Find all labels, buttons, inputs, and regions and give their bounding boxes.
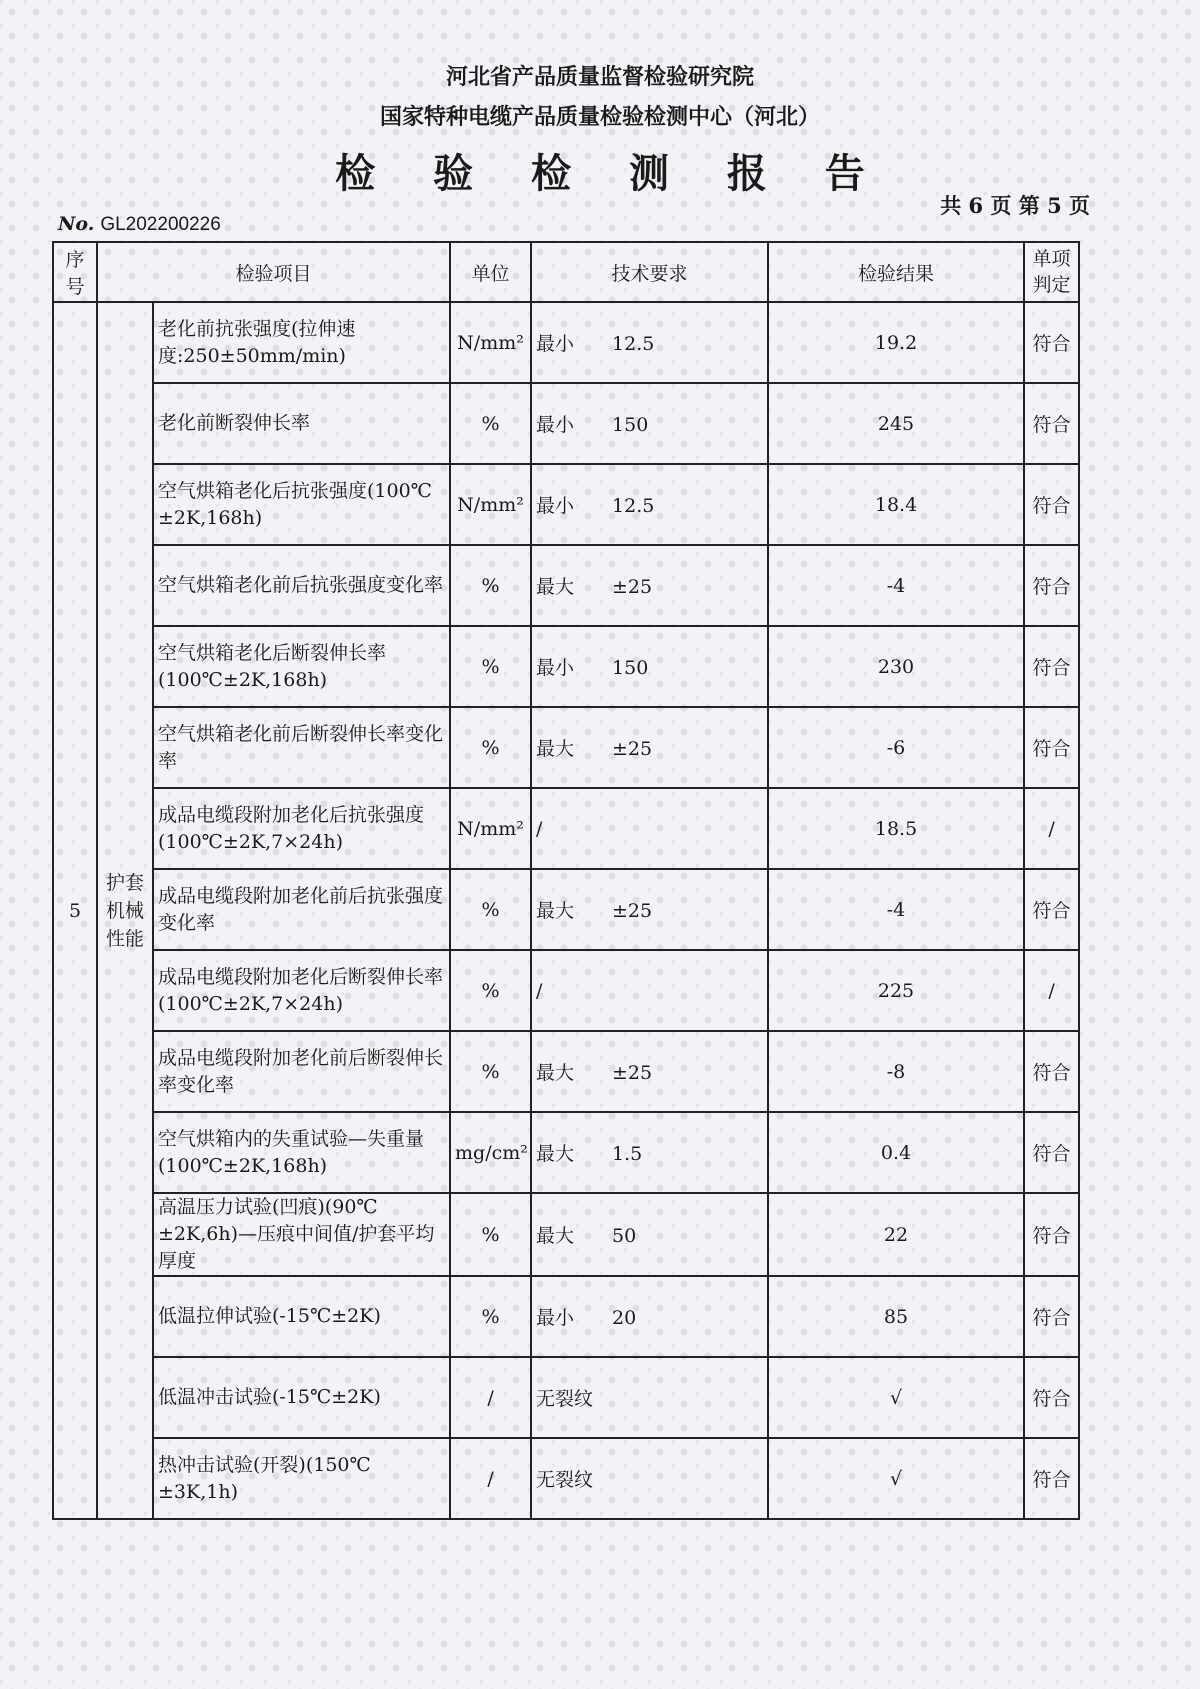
unit: %: [450, 1276, 531, 1357]
result: √: [768, 1357, 1024, 1438]
table-body: [53, 302, 1079, 1519]
requirement-type: 最大: [536, 900, 575, 922]
requirement: [531, 1031, 768, 1112]
item-name: 成品电缆段附加老化后抗张强度(100℃±2K,7×24h): [153, 788, 450, 869]
unit: %: [450, 1193, 531, 1276]
table-row: [53, 788, 1079, 869]
seq-number: 5: [53, 302, 97, 1519]
requirement-value: 1.5: [612, 1143, 643, 1165]
result: 230: [768, 626, 1024, 707]
verdict: 符合: [1024, 707, 1079, 788]
requirement-type: 最大: [536, 576, 575, 598]
center-name: 国家特种电缆产品质量检验检测中心（河北）: [379, 104, 820, 130]
requirement-value: ±25: [612, 738, 653, 760]
unit: N/mm²: [450, 302, 531, 383]
item-name: 成品电缆段附加老化后断裂伸长率(100℃±2K,7×24h): [153, 950, 450, 1031]
table-row: [53, 545, 1079, 626]
report-title: 检 验 检 测 报 告: [335, 150, 887, 197]
verdict: 符合: [1024, 626, 1079, 707]
table-row: [53, 950, 1079, 1031]
unit: %: [450, 545, 531, 626]
requirement-value: 150: [612, 414, 649, 436]
requirement: [531, 707, 768, 788]
requirement-type: /: [536, 817, 543, 840]
requirement: [531, 1276, 768, 1357]
item-name: 老化前断裂伸长率: [153, 383, 450, 464]
verdict: 符合: [1024, 1357, 1079, 1438]
result: -6: [768, 707, 1024, 788]
group-label: 护套机械性能: [97, 302, 153, 1519]
item-name: 老化前抗张强度(拉伸速度:250±50mm/min): [153, 302, 450, 383]
item-name: 空气烘箱老化后抗张强度(100℃±2K,168h): [153, 464, 450, 545]
col-header-item: 检验项目: [97, 242, 450, 302]
table-row: [53, 869, 1079, 950]
institute-name: 河北省产品质量监督检验研究院: [445, 64, 754, 90]
requirement-type: 无裂纹: [536, 1469, 594, 1491]
result: -4: [768, 545, 1024, 626]
verdict: 符合: [1024, 1112, 1079, 1193]
unit: %: [450, 950, 531, 1031]
requirement: [531, 950, 768, 1031]
requirement: [531, 1357, 768, 1438]
requirement: [531, 626, 768, 707]
unit: N/mm²: [450, 788, 531, 869]
requirement-value: ±25: [612, 576, 653, 598]
table-row: [53, 464, 1079, 545]
results-table: [52, 241, 1080, 1520]
col-header-result: 检验结果: [768, 242, 1024, 302]
unit: mg/cm²: [450, 1112, 531, 1193]
page-info: 共 6 页 第 5 页: [940, 193, 1090, 218]
verdict: 符合: [1024, 545, 1079, 626]
item-name: 空气烘箱老化后断裂伸长率(100℃±2K,168h): [153, 626, 450, 707]
requirement-type: 最小: [536, 1307, 575, 1329]
requirement-value: 50: [612, 1225, 637, 1247]
report-number: [58, 213, 221, 236]
unit: %: [450, 707, 531, 788]
requirement: [531, 464, 768, 545]
unit: N/mm²: [450, 464, 531, 545]
requirement-type: 最大: [536, 1225, 575, 1247]
verdict: 符合: [1024, 464, 1079, 545]
item-name: 空气烘箱内的失重试验—失重量(100℃±2K,168h): [153, 1112, 450, 1193]
result: √: [768, 1438, 1024, 1519]
unit: /: [450, 1357, 531, 1438]
table-row: [53, 626, 1079, 707]
requirement: [531, 788, 768, 869]
item-name: 低温拉伸试验(-15℃±2K): [153, 1276, 450, 1357]
requirement: [531, 545, 768, 626]
verdict: 符合: [1024, 1193, 1079, 1276]
table-row: [53, 302, 1079, 383]
table-header-row: [53, 242, 1079, 302]
unit: %: [450, 383, 531, 464]
item-name: 空气烘箱老化前后断裂伸长率变化率: [153, 707, 450, 788]
verdict: 符合: [1024, 1031, 1079, 1112]
table-row: [53, 1031, 1079, 1112]
unit: %: [450, 869, 531, 950]
result: -4: [768, 869, 1024, 950]
col-header-seq: 序号: [53, 242, 97, 302]
item-name: 热冲击试验(开裂)(150℃±3K,1h): [153, 1438, 450, 1519]
result: 18.4: [768, 464, 1024, 545]
requirement: [531, 383, 768, 464]
item-name: 成品电缆段附加老化前后断裂伸长率变化率: [153, 1031, 450, 1112]
table-row: [53, 1357, 1079, 1438]
result: 245: [768, 383, 1024, 464]
requirement: [531, 1438, 768, 1519]
requirement-value: 150: [612, 657, 649, 679]
requirement-type: 最大: [536, 1143, 575, 1165]
table-row: [53, 1276, 1079, 1357]
requirement-value: ±25: [612, 900, 653, 922]
requirement-value: ±25: [612, 1062, 653, 1084]
unit: %: [450, 1031, 531, 1112]
col-header-unit: 单位: [450, 242, 531, 302]
requirement-type: 无裂纹: [536, 1388, 594, 1410]
requirement-type: 最小: [536, 414, 575, 436]
requirement-type: 最大: [536, 738, 575, 760]
table-row: [53, 383, 1079, 464]
requirement-value: 12.5: [612, 495, 655, 517]
result: 225: [768, 950, 1024, 1031]
verdict: 符合: [1024, 302, 1079, 383]
requirement: [531, 1193, 768, 1276]
requirement-value: 20: [612, 1307, 637, 1329]
table-row: [53, 1438, 1079, 1519]
result: 85: [768, 1276, 1024, 1357]
result: -8: [768, 1031, 1024, 1112]
table-row: [53, 1193, 1079, 1276]
item-name: 低温冲击试验(-15℃±2K): [153, 1357, 450, 1438]
result: 22: [768, 1193, 1024, 1276]
verdict: /: [1024, 950, 1079, 1031]
report-number-prefix: No.: [58, 213, 95, 235]
report-number-value: GL202200226: [100, 214, 221, 235]
verdict: 符合: [1024, 1438, 1079, 1519]
requirement-type: 最大: [536, 1062, 575, 1084]
verdict: 符合: [1024, 869, 1079, 950]
unit: %: [450, 626, 531, 707]
requirement: [531, 869, 768, 950]
requirement: [531, 302, 768, 383]
item-name: 高温压力试验(凹痕)(90℃±2K,6h)—压痕中间值/护套平均厚度: [153, 1193, 450, 1276]
table-row: [53, 1112, 1079, 1193]
requirement-type: 最小: [536, 333, 575, 355]
requirement-value: 12.5: [612, 333, 655, 355]
verdict: /: [1024, 788, 1079, 869]
item-name: 成品电缆段附加老化前后抗张强度变化率: [153, 869, 450, 950]
col-header-requirement: 技术要求: [531, 242, 768, 302]
verdict: 符合: [1024, 383, 1079, 464]
requirement: [531, 1112, 768, 1193]
result: 19.2: [768, 302, 1024, 383]
unit: /: [450, 1438, 531, 1519]
verdict: 符合: [1024, 1276, 1079, 1357]
requirement-type: 最小: [536, 495, 575, 517]
requirement-type: 最小: [536, 657, 575, 679]
item-name: 空气烘箱老化前后抗张强度变化率: [153, 545, 450, 626]
result: 18.5: [768, 788, 1024, 869]
result: 0.4: [768, 1112, 1024, 1193]
col-header-verdict: 单项判定: [1024, 242, 1079, 302]
requirement-type: /: [536, 979, 543, 1002]
table-row: [53, 707, 1079, 788]
